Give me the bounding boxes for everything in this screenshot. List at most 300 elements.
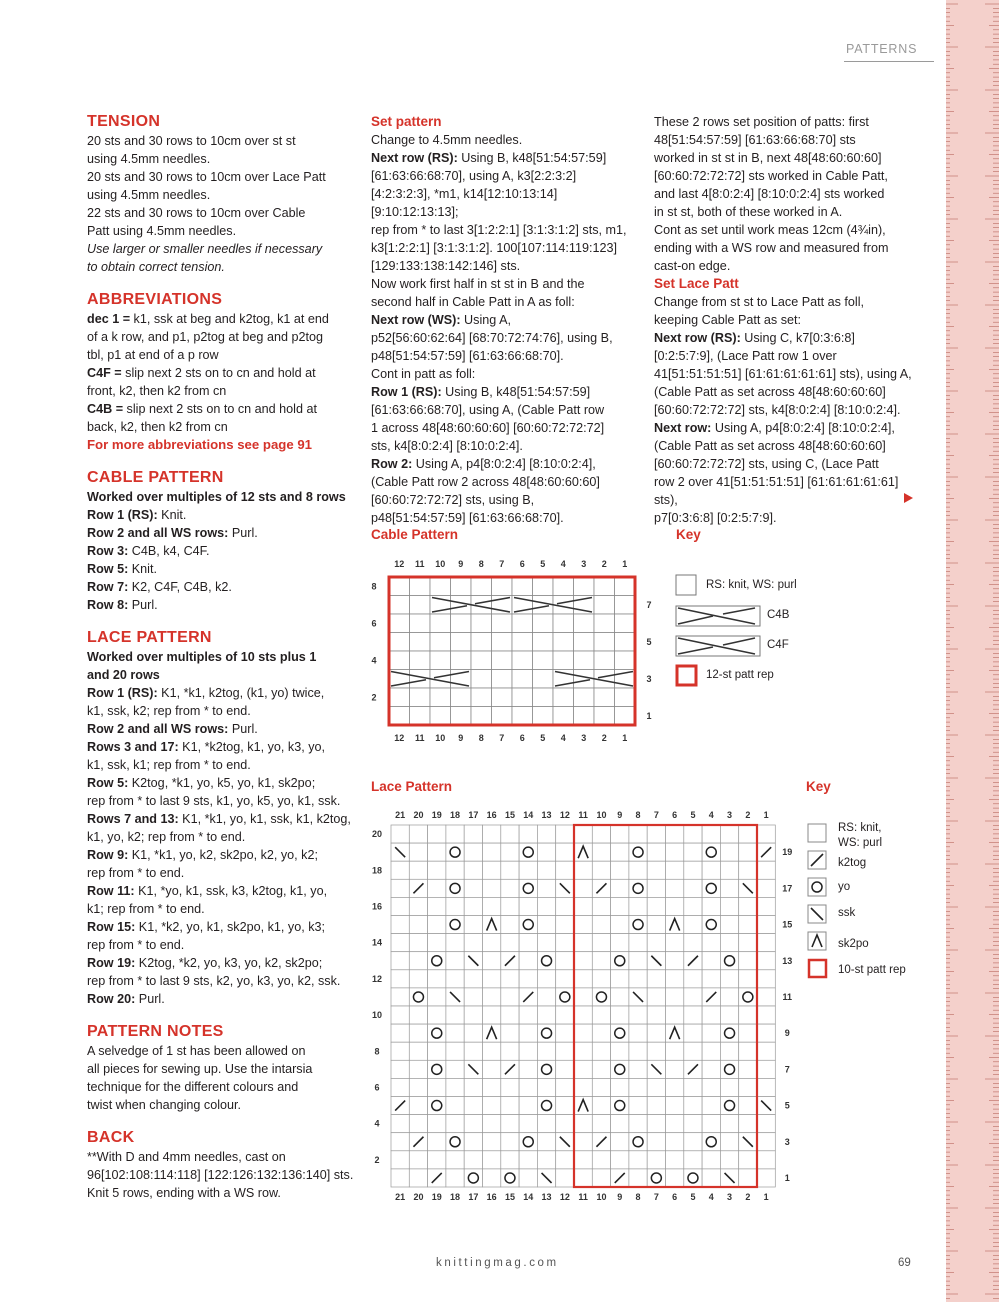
text-line: [129:133:138:142:146] sts. xyxy=(371,259,521,273)
text-line: Row 20: Purl. xyxy=(87,992,165,1006)
chart-cell xyxy=(492,688,513,707)
text-line: [60:60:72:72:72] sts worked in Cable Patt, xyxy=(654,169,888,183)
chart-cell xyxy=(464,1169,482,1187)
text-line: row 2 over 41[51:51:51:51] [61:61:61:61:61] sts), xyxy=(654,475,899,507)
chart-cell xyxy=(430,577,451,596)
chart-cell xyxy=(594,688,615,707)
chart-cell xyxy=(533,688,554,707)
chart-cell xyxy=(483,988,501,1006)
cable-key-title: Key xyxy=(676,527,701,542)
chart-cell xyxy=(757,1133,775,1151)
chart-cell xyxy=(666,1115,684,1133)
chart-cell xyxy=(720,897,738,915)
chart-cell xyxy=(592,1078,610,1096)
col-number-bottom: 21 xyxy=(395,1192,406,1202)
text-line: [61:63:66:68:70], using A, k3[2:2:3:2] xyxy=(371,169,577,183)
chart-cell xyxy=(409,861,427,879)
chart-cell xyxy=(519,1060,537,1078)
text-line: Cont in patt as foll: xyxy=(371,367,476,381)
chart-cell xyxy=(501,861,519,879)
chart-cell xyxy=(684,1097,702,1115)
text-line: **With D and 4mm needles, cast on xyxy=(87,1150,286,1164)
chart-cell xyxy=(611,843,629,861)
text-line: Row 1 (RS): Knit. xyxy=(87,508,187,522)
text-line: Patt using 4.5mm needles. xyxy=(87,224,237,238)
text-line: using 4.5mm needles. xyxy=(87,188,211,202)
chart-cell xyxy=(537,970,555,988)
col-number-top: 1 xyxy=(763,810,769,820)
chart-cell xyxy=(666,1042,684,1060)
col-number-bottom: 8 xyxy=(478,733,484,743)
chart-cell xyxy=(592,952,610,970)
chart-cell xyxy=(666,970,684,988)
text-line: technique for the different colours and xyxy=(87,1080,299,1094)
chart-cell xyxy=(739,1151,757,1169)
text-line: 48[51:54:57:59] [61:63:66:68:70] sts xyxy=(654,133,856,147)
column-right xyxy=(654,113,924,527)
chart-cell xyxy=(702,843,720,861)
text-line: Next row (RS): Using B, k48[51:54:57:59] xyxy=(371,151,607,165)
text-line: 1 across 48[48:60:60:60] [60:60:72:72:72] xyxy=(371,421,605,435)
text-line: p7[0:3:6:8] [0:2:5:7:9]. xyxy=(654,511,777,525)
chart-cell xyxy=(720,1042,738,1060)
text-line: Row 5: K2tog, *k1, yo, k5, yo, k1, sk2po; xyxy=(87,776,316,790)
chart-cell xyxy=(410,614,431,633)
chart-cell xyxy=(574,897,592,915)
chart-cell xyxy=(666,897,684,915)
chart-cell xyxy=(389,651,410,670)
chart-cell xyxy=(592,1115,610,1133)
chart-cell xyxy=(430,688,451,707)
chart-cell xyxy=(430,707,451,726)
chart-cell xyxy=(629,861,647,879)
col-number-top: 9 xyxy=(617,810,623,820)
chart-cell xyxy=(428,916,446,934)
chart-cell xyxy=(629,825,647,843)
chart-cell xyxy=(483,879,501,897)
chart-cell xyxy=(428,1078,446,1096)
row-number-right: 5 xyxy=(784,1100,790,1111)
chart-cell xyxy=(666,861,684,879)
text-line: rep from * to end. xyxy=(87,938,185,952)
chart-cell xyxy=(684,1151,702,1169)
text-line: dec 1 = k1, ssk at beg and k2tog, k1 at end xyxy=(87,312,329,326)
col-number-top: 1 xyxy=(622,559,628,569)
chart-cell xyxy=(647,825,665,843)
abbreviations-body xyxy=(87,310,357,454)
chart-cell xyxy=(574,1060,592,1078)
chart-cell xyxy=(594,577,615,596)
chart-cell xyxy=(594,614,615,633)
text-line: rep from * to end. xyxy=(87,866,185,880)
knit-purl-swatch xyxy=(676,575,696,595)
lace-key-title: Key xyxy=(806,779,831,794)
chart-cell xyxy=(757,970,775,988)
back-heading: BACK xyxy=(87,1129,135,1146)
header-rule xyxy=(844,61,934,62)
chart-cell xyxy=(428,1024,446,1042)
chart-cell xyxy=(451,633,472,652)
chart-cell xyxy=(647,1078,665,1096)
chart-cell xyxy=(556,934,574,952)
chart-cell xyxy=(666,934,684,952)
chart-cell xyxy=(464,1097,482,1115)
chart-cell xyxy=(666,825,684,843)
text-line: Row 2 and all WS rows: Purl. xyxy=(87,722,258,736)
text-line: Row 3: C4B, k4, C4F. xyxy=(87,544,210,558)
col-number-top: 8 xyxy=(478,559,484,569)
chart-cell xyxy=(556,1042,574,1060)
chart-cell xyxy=(647,1024,665,1042)
chart-cell xyxy=(446,1169,464,1187)
key-label: WS: purl xyxy=(838,837,883,849)
chart-cell xyxy=(757,1169,775,1187)
chart-cell xyxy=(409,952,427,970)
chart-cell xyxy=(428,1006,446,1024)
chart-cell xyxy=(519,1042,537,1060)
text-line: Change from st st to Lace Patt as foll, xyxy=(654,295,864,309)
chart-cell xyxy=(501,988,519,1006)
key-label: RS: knit, xyxy=(838,822,882,834)
chart-cell xyxy=(556,1078,574,1096)
chart-cell xyxy=(615,707,636,726)
chart-cell xyxy=(647,861,665,879)
c4b-icon xyxy=(676,606,760,626)
col-number-top: 13 xyxy=(541,810,552,820)
chart-cell xyxy=(592,1060,610,1078)
chart-cell xyxy=(483,897,501,915)
chart-cell xyxy=(666,1006,684,1024)
chart-cell xyxy=(501,843,519,861)
cable-chart xyxy=(364,552,664,762)
chart-cell xyxy=(409,970,427,988)
chart-cell xyxy=(739,1169,757,1187)
chart-cell xyxy=(702,916,720,934)
chart-cell xyxy=(471,633,492,652)
col-number-bottom: 3 xyxy=(581,733,587,743)
text-line: Knit 5 rows, ending with a WS row. xyxy=(87,1186,281,1200)
chart-cell xyxy=(647,934,665,952)
chart-cell xyxy=(391,1133,409,1151)
text-line: Change to 4.5mm needles. xyxy=(371,133,523,147)
chart-cell xyxy=(757,1060,775,1078)
chart-cell xyxy=(629,1097,647,1115)
chart-cell xyxy=(611,1151,629,1169)
chart-cell xyxy=(739,1042,757,1060)
chart-cell xyxy=(409,897,427,915)
chart-cell xyxy=(483,934,501,952)
chart-cell xyxy=(446,1042,464,1060)
col-number-top: 2 xyxy=(745,810,751,820)
row-number-left: 18 xyxy=(371,865,383,876)
chart-cell xyxy=(556,1097,574,1115)
row-number-left: 20 xyxy=(371,829,383,840)
row-number-left: 12 xyxy=(371,973,383,984)
chart-cell xyxy=(720,879,738,897)
chart-cell xyxy=(666,1078,684,1096)
chart-cell xyxy=(684,934,702,952)
chart-cell xyxy=(684,825,702,843)
key-label: k2tog xyxy=(838,857,867,869)
chart-cell xyxy=(702,1097,720,1115)
chart-cell xyxy=(391,1006,409,1024)
chart-cell xyxy=(512,688,533,707)
patt-rep-swatch xyxy=(677,666,696,685)
chart-cell xyxy=(501,1042,519,1060)
chart-cell xyxy=(501,825,519,843)
text-line: of a k row, and p1, p2tog at beg and p2tog xyxy=(87,330,323,344)
chart-cell xyxy=(647,897,665,915)
chart-cell xyxy=(519,879,537,897)
chart-cell xyxy=(556,1115,574,1133)
chart-cell xyxy=(391,1151,409,1169)
col-number-bottom: 12 xyxy=(394,733,405,743)
chart-cell xyxy=(519,1151,537,1169)
col-number-top: 5 xyxy=(540,559,546,569)
chart-cell xyxy=(537,1151,555,1169)
col-number-bottom: 12 xyxy=(559,1192,570,1202)
chart-cell xyxy=(391,897,409,915)
text-line: (Cable Patt row 2 across 48[48:60:60:60] xyxy=(371,475,600,489)
row-number-right: 7 xyxy=(784,1064,790,1075)
chart-cell xyxy=(592,916,610,934)
chart-cell xyxy=(757,825,775,843)
chart-cell xyxy=(451,651,472,670)
chart-cell xyxy=(391,1042,409,1060)
lace-pattern-body xyxy=(87,648,357,1008)
chart-cell xyxy=(537,1078,555,1096)
text-line: Next row: Using A, p4[8:0:2:4] [8:10:0:2:4], xyxy=(654,421,895,435)
chart-cell xyxy=(410,577,431,596)
chart-cell xyxy=(611,988,629,1006)
chart-cell xyxy=(574,1024,592,1042)
chart-cell xyxy=(629,1006,647,1024)
chart-cell xyxy=(446,1024,464,1042)
chart-cell xyxy=(757,879,775,897)
chart-cell xyxy=(428,825,446,843)
chart-cell xyxy=(483,970,501,988)
chart-cell xyxy=(592,970,610,988)
chart-cell xyxy=(409,1078,427,1096)
chart-cell xyxy=(739,934,757,952)
col-number-bottom: 18 xyxy=(450,1192,461,1202)
chart-cell xyxy=(512,670,533,689)
chart-cell xyxy=(446,1060,464,1078)
chart-cell xyxy=(483,1097,501,1115)
chart-cell xyxy=(464,1133,482,1151)
chart-cell xyxy=(629,952,647,970)
text-line: [60:60:72:72:72] sts, using B, xyxy=(371,493,535,507)
col-number-bottom: 9 xyxy=(458,733,464,743)
col-number-bottom: 9 xyxy=(617,1192,623,1202)
col-number-top: 15 xyxy=(504,810,515,820)
key-label: 12-st patt rep xyxy=(706,669,774,681)
col-number-top: 16 xyxy=(486,810,497,820)
chart-cell xyxy=(410,707,431,726)
chart-cell xyxy=(501,1097,519,1115)
col-number-top: 3 xyxy=(581,559,587,569)
text-line: 20 sts and 30 rows to 10cm over Lace Patt xyxy=(87,170,326,184)
chart-cell xyxy=(409,1169,427,1187)
chart-cell xyxy=(629,1133,647,1151)
col-number-bottom: 4 xyxy=(560,733,566,743)
yo-icon xyxy=(808,878,826,896)
chart-cell xyxy=(501,1133,519,1151)
chart-cell xyxy=(702,861,720,879)
chart-cell xyxy=(556,970,574,988)
col-number-bottom: 13 xyxy=(541,1192,552,1202)
chart-cell xyxy=(391,1115,409,1133)
chart-cell xyxy=(446,1078,464,1096)
chart-cell xyxy=(666,1151,684,1169)
chart-cell xyxy=(409,843,427,861)
chart-cell xyxy=(739,1024,757,1042)
chart-cell xyxy=(574,1169,592,1187)
chart-cell xyxy=(537,843,555,861)
chart-cell xyxy=(720,1151,738,1169)
chart-cell xyxy=(574,1006,592,1024)
chart-cell xyxy=(720,970,738,988)
chart-cell xyxy=(471,614,492,633)
chart-cell xyxy=(629,879,647,897)
chart-cell xyxy=(553,614,574,633)
col-number-top: 10 xyxy=(435,559,446,569)
text-line: [4:2:3:2:3], *m1, k14[12:10:13:14] [9:10:12:13:13]; xyxy=(371,187,558,219)
text-line: 20 sts and 30 rows to 10cm over st st xyxy=(87,134,296,148)
col-number-bottom: 7 xyxy=(653,1192,659,1202)
chart-cell xyxy=(684,1115,702,1133)
col-number-bottom: 7 xyxy=(499,733,505,743)
chart-cell xyxy=(464,1006,482,1024)
chart-cell xyxy=(684,1042,702,1060)
chart-cell xyxy=(410,688,431,707)
text-line: k1, ssk, k1; rep from * to end. xyxy=(87,758,251,772)
chart-cell xyxy=(666,1133,684,1151)
chart-cell xyxy=(410,633,431,652)
text-line: Next row (WS): Using A, xyxy=(371,313,511,327)
chart-cell xyxy=(556,1024,574,1042)
text-line: Next row (RS): Using C, k7[0:3:6:8] xyxy=(654,331,855,345)
c4f-icon xyxy=(676,636,760,656)
chart-cell xyxy=(684,843,702,861)
chart-cell xyxy=(702,1078,720,1096)
chart-cell xyxy=(537,897,555,915)
column-middle xyxy=(371,113,641,527)
chart-cell xyxy=(410,596,431,615)
footer-url[interactable]: knittingmag.com xyxy=(436,1257,559,1269)
chart-cell xyxy=(428,952,446,970)
chart-cell xyxy=(519,1078,537,1096)
chart-cell xyxy=(574,633,595,652)
chart-cell xyxy=(720,952,738,970)
chart-cell xyxy=(483,861,501,879)
chart-cell xyxy=(533,633,554,652)
chart-cell xyxy=(611,1133,629,1151)
chart-cell xyxy=(537,825,555,843)
cable-chart-title: Cable Pattern xyxy=(371,527,459,542)
text-line: C4B = slip next 2 sts on to cn and hold at xyxy=(87,402,317,416)
col-number-top: 20 xyxy=(413,810,424,820)
col-number-bottom: 16 xyxy=(486,1192,497,1202)
col-number-top: 5 xyxy=(690,810,696,820)
chart-cell xyxy=(592,843,610,861)
chart-cell xyxy=(702,952,720,970)
key-label: C4F xyxy=(767,639,789,651)
chart-cell xyxy=(501,1169,519,1187)
chart-cell xyxy=(446,861,464,879)
more-abbreviations-link[interactable]: For more abbreviations see page 91 xyxy=(87,437,313,452)
text-line: p52[56:60:62:64] [68:70:72:74:76], using B, xyxy=(371,331,613,345)
key-label: C4B xyxy=(767,609,790,621)
text-line: second half in Cable Patt in A as foll: xyxy=(371,295,575,309)
chart-cell xyxy=(702,897,720,915)
chart-cell xyxy=(428,861,446,879)
chart-cell xyxy=(409,825,427,843)
text-line: k3[1:2:2:1] [3:1:3:1:2]. 100[107:114:119:123] xyxy=(371,241,618,255)
chart-cell xyxy=(702,1024,720,1042)
chart-cell xyxy=(615,577,636,596)
chart-cell xyxy=(615,651,636,670)
chart-cell xyxy=(574,688,595,707)
chart-cell xyxy=(533,614,554,633)
chart-cell xyxy=(684,879,702,897)
chart-cell xyxy=(720,934,738,952)
chart-cell xyxy=(647,1006,665,1024)
text-line: and last 4[8:0:2:4] [8:10:0:2:4] sts worked xyxy=(654,187,885,201)
chart-cell xyxy=(720,861,738,879)
lace-key-symbols xyxy=(806,822,832,982)
chart-cell xyxy=(533,670,554,689)
chart-cell xyxy=(471,651,492,670)
chart-cell xyxy=(702,1042,720,1060)
chart-cell xyxy=(594,633,615,652)
chart-cell xyxy=(446,1151,464,1169)
chart-cell xyxy=(611,952,629,970)
text-line: Row 11: K1, *yo, k1, ssk, k3, k2tog, k1, yo, xyxy=(87,884,328,898)
set-pattern-heading: Set pattern xyxy=(371,114,442,129)
chart-cell xyxy=(611,861,629,879)
row-number-right: 17 xyxy=(782,883,793,894)
chart-cell xyxy=(615,596,636,615)
chart-cell xyxy=(512,633,533,652)
chart-cell xyxy=(519,970,537,988)
chart-cell xyxy=(574,707,595,726)
chart-cell xyxy=(684,916,702,934)
chart-cell xyxy=(451,614,472,633)
chart-cell xyxy=(592,861,610,879)
text-line: p48[51:54:57:59] [61:63:66:68:70]. xyxy=(371,349,564,363)
back-body xyxy=(87,1148,357,1202)
chart-cell xyxy=(629,1169,647,1187)
text-line: (Cable Patt as set across 48[48:60:60:60] xyxy=(654,439,886,453)
text-line: p48[51:54:57:59] [61:63:66:68:70]. xyxy=(371,511,564,525)
chart-cell xyxy=(492,633,513,652)
text-line: A selvedge of 1 st has been allowed on xyxy=(87,1044,306,1058)
chart-cell xyxy=(512,707,533,726)
chart-cell xyxy=(684,1078,702,1096)
chart-cell xyxy=(739,952,757,970)
chart-cell xyxy=(519,897,537,915)
text-line: Row 8: Purl. xyxy=(87,598,158,612)
chart-cell xyxy=(391,988,409,1006)
row-number-left: 16 xyxy=(371,901,383,912)
col-number-top: 21 xyxy=(395,810,406,820)
text-line: worked in st st in B, next 48[48:60:60:60] xyxy=(654,151,882,165)
chart-cell xyxy=(451,707,472,726)
chart-cell xyxy=(464,916,482,934)
chart-cell xyxy=(492,707,513,726)
text-line: sts, k4[8:0:2:4] [8:10:0:2:4]. xyxy=(371,439,523,453)
